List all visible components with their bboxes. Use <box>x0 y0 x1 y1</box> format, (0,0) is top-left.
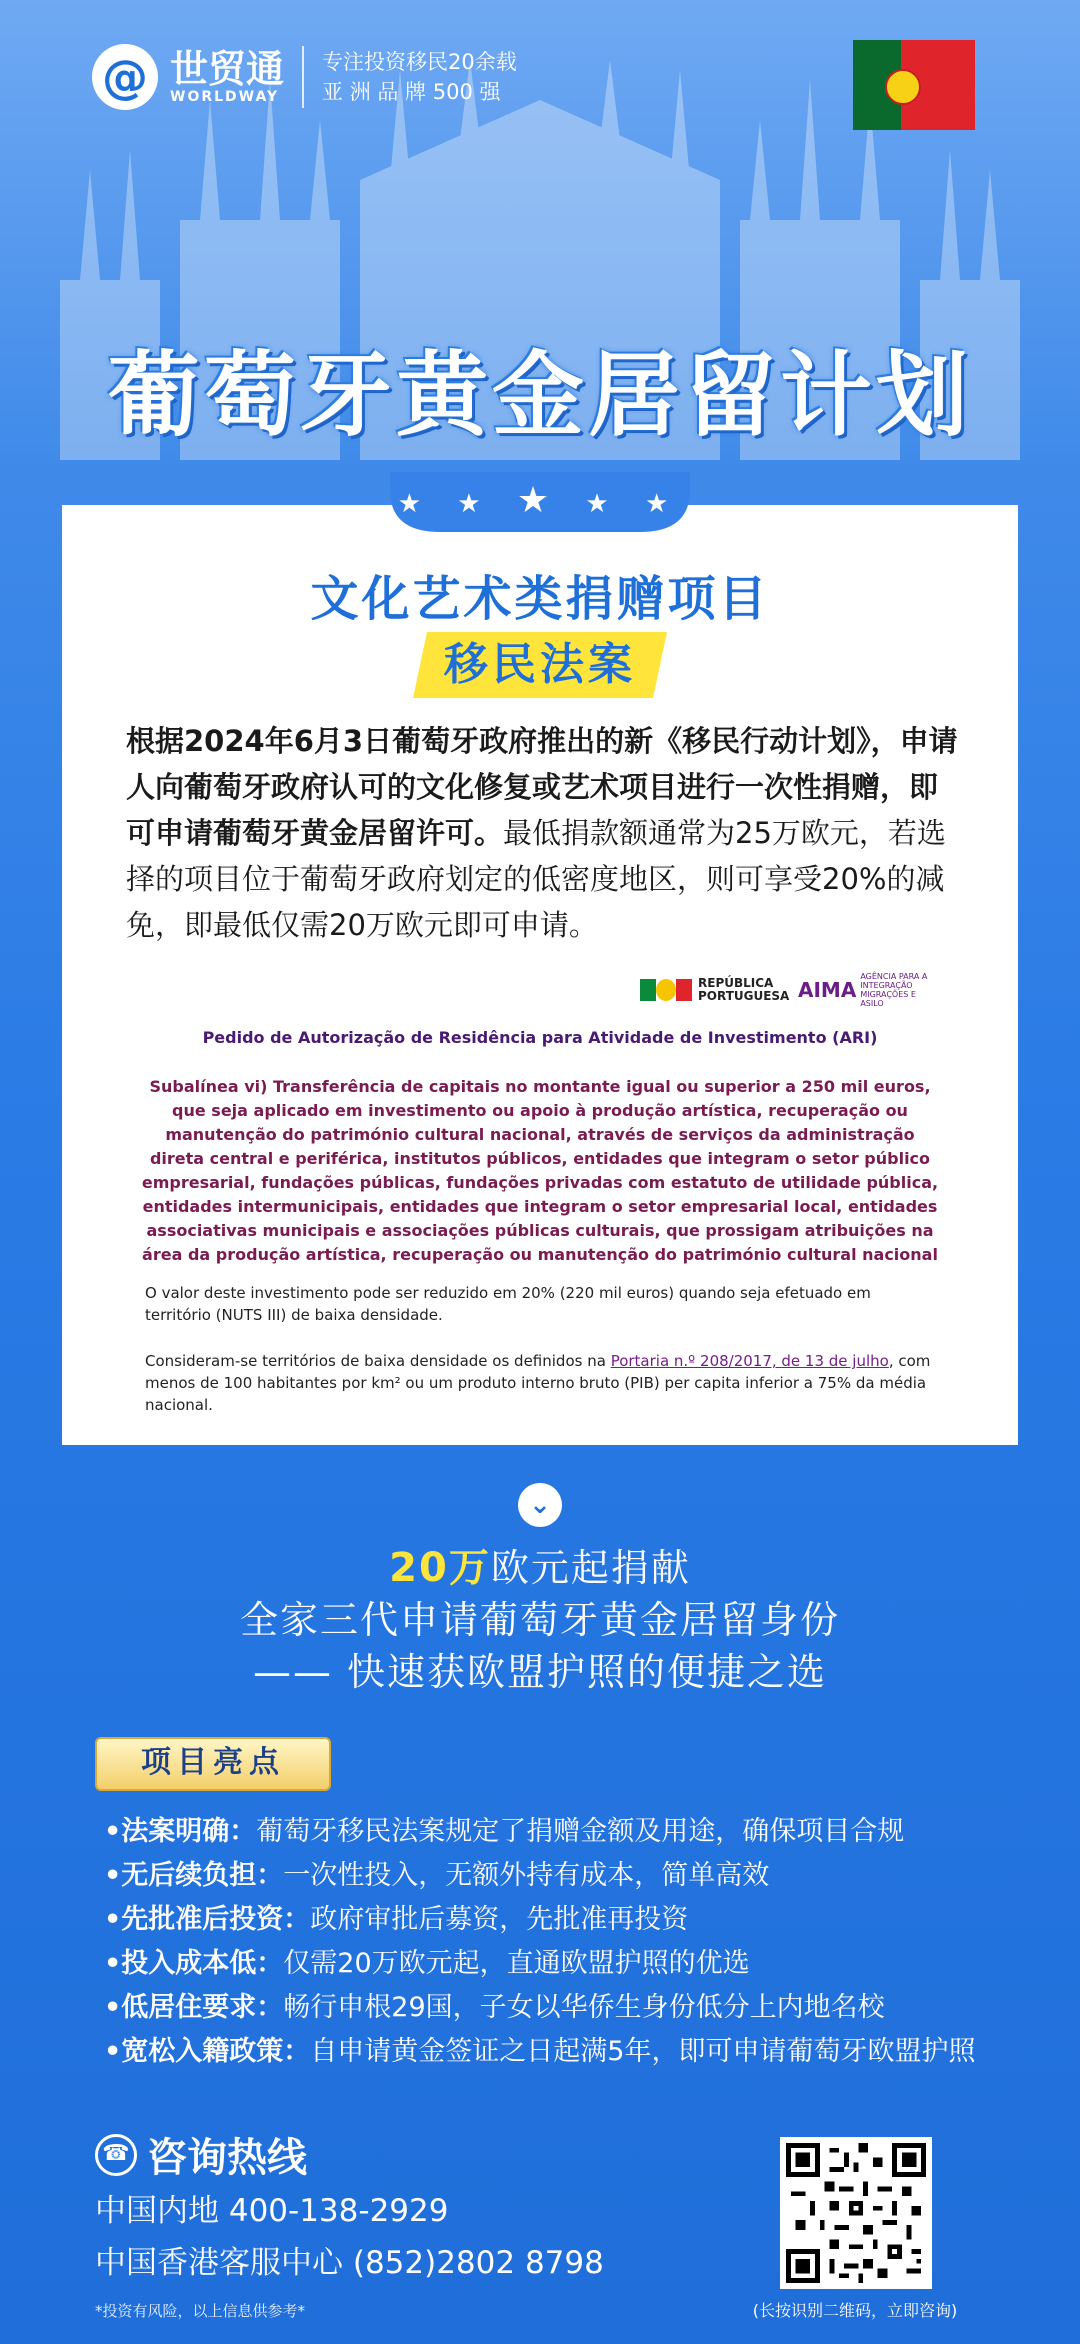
republic-label: REPÚBLICA PORTUGUESA <box>698 976 790 1003</box>
highlight-key: •先批准后投资： <box>104 1904 311 1935</box>
page-title: 葡萄牙黄金居留计划 <box>107 342 972 449</box>
highlight-key: •无后续负担： <box>104 1860 284 1891</box>
ari-note-density <box>145 1350 935 1416</box>
portaria-link[interactable]: Portaria n.º 208/2017, de 13 de julho <box>610 1352 889 1370</box>
hotline-title: 咨询热线 <box>147 2135 307 2181</box>
highlights-list <box>104 1810 1004 2074</box>
intro-paragraph <box>126 718 964 948</box>
list-item <box>104 1854 1004 1898</box>
highlight-key: •投入成本低： <box>104 1948 284 1979</box>
card-title: 文化艺术类捐赠项目 <box>310 571 770 627</box>
gov-logos <box>640 972 930 1008</box>
offer-line-2: 全家三代申请葡萄牙黄金居留身份 <box>239 1598 840 1642</box>
intro-regular: 最低捐款额通常为25万欧元，若选择的项目位于葡萄牙政府划定的低密度地区，则可享受20%的减免，即最低仅需20万欧元即可申请。 <box>126 816 946 942</box>
aima-subtitle: AGÊNCIA PARA A INTEGRAÇÃO MIGRAÇÕES E ASILO <box>860 972 928 1008</box>
logo-divider <box>302 46 304 108</box>
intro-bold: 根据2024年6月3日葡萄牙政府推出的新《移民行动计划》，申请人向葡萄牙政府认可的文化修复或艺术项目进行一次性捐赠，即可申请葡萄牙黄金居留许可。 <box>126 724 958 850</box>
logo-icon: @ <box>92 44 158 110</box>
disclaimer: *投资有风险，以上信息供参考* <box>95 2302 306 2320</box>
flag-seal-icon <box>885 69 921 105</box>
highlight-text: 葡萄牙移民法案规定了捐赠金额及用途，确保项目合规 <box>256 1816 905 1847</box>
list-item <box>104 1898 1004 1942</box>
ari-note-reduction: O valor deste investimento pode ser reduzido em 20% (220 mil euros) quando seja efetuado em território (NUTS III) de baixa densidade. <box>145 1284 871 1324</box>
offer-amount: 20万 <box>389 1545 491 1591</box>
note2-before: Consideram-se territórios de baixa densidade os definidos na <box>145 1352 611 1370</box>
star-icon-right: ★ ★ <box>585 489 683 519</box>
ari-body: Subalínea vi) Transferência de capitais no montante igual ou superior a 250 mil euros, que seja aplicado em investimento ou apoio à produção artística, recuperação ou manutenção do património cultural nacional, através de serviços da administração direta central e periférica, institutos públicos, entidades que integram o setor público empresarial, fundações públicas, fundações privadas com estatuto de utilidade pública, entidades intermunicipais, entidades que integram o setor empresarial local, entidades associativas municipais e associações públicas culturais, que prossigam atribuições na área da produção artística, recuperação ou manutenção do património cultural nacional <box>141 1077 939 1264</box>
mainland-phone[interactable]: 中国内地 400-138-2929 <box>95 2193 449 2229</box>
offer-line-1-rest: 欧元起捐献 <box>490 1546 691 1590</box>
offer-line-1 <box>0 1542 1080 1594</box>
phone-icon: ☎ <box>95 2134 137 2176</box>
qr-code[interactable] <box>780 2137 932 2289</box>
slogan-line-2: 亚 洲 品 牌 500 强 <box>322 80 501 104</box>
highlight-text: 仅需20万欧元起，直通欧盟护照的优选 <box>283 1948 750 1979</box>
slogan-line-1: 专注投资移民20余载 <box>322 50 517 74</box>
logo-cn: 世贸通 <box>170 47 285 91</box>
list-item <box>104 2030 1004 2074</box>
aima-logo: AIMA <box>798 978 857 1002</box>
brand-logo <box>92 44 517 110</box>
stars-row <box>0 480 1080 521</box>
offer-block <box>0 1542 1080 1698</box>
note2-after: , com menos de 100 habitantes por km² ou um produto interno bruto (PIB) per capita inferior a 75% da média nacional. <box>145 1352 931 1414</box>
hotline-heading <box>95 2126 307 2183</box>
highlight-text: 自申请黄金签证之日起满5年，即可申请葡萄牙欧盟护照 <box>310 2036 976 2067</box>
chevron-down-icon: ⌄ <box>518 1483 562 1527</box>
highlight-text: 政府审批后募资，先批准再投资 <box>310 1904 689 1935</box>
highlight-key: •法案明确： <box>104 1816 257 1847</box>
qr-caption: (长按识别二维码，立即咨询) <box>752 2301 958 2320</box>
republic-logo-green <box>640 979 656 1001</box>
highlights-badge: 项目亮点 <box>95 1737 331 1791</box>
hongkong-phone[interactable]: 中国香港客服中心 (852)2802 8798 <box>95 2245 604 2281</box>
portugal-flag-icon <box>853 40 975 130</box>
highlight-text: 一次性投入，无额外持有成本，简单高效 <box>283 1860 770 1891</box>
star-icon-center: ★ <box>516 480 564 521</box>
list-item <box>104 1942 1004 1986</box>
list-item <box>104 1810 1004 1854</box>
star-icon-left: ★ ★ <box>397 489 495 519</box>
logo-en: WORLDWAY <box>170 89 280 105</box>
law-badge: 移民法案 <box>444 639 636 690</box>
highlight-key: •低居住要求： <box>104 1992 284 2023</box>
highlight-text: 畅行申根29国，子女以华侨生身份低分上内地名校 <box>283 1992 885 2023</box>
republic-logo-yellow <box>656 979 676 1001</box>
offer-line-3: —— 快速获欧盟护照的便捷之选 <box>252 1650 828 1694</box>
highlight-key: •宽松入籍政策： <box>104 2036 311 2067</box>
list-item <box>104 1986 1004 2030</box>
republic-logo-red <box>676 979 692 1001</box>
ari-title: Pedido de Autorização de Residência para Atividade de Investimento (ARI) <box>202 1028 878 1047</box>
brand-slogan <box>322 47 517 107</box>
logo-wordmark <box>170 49 284 105</box>
